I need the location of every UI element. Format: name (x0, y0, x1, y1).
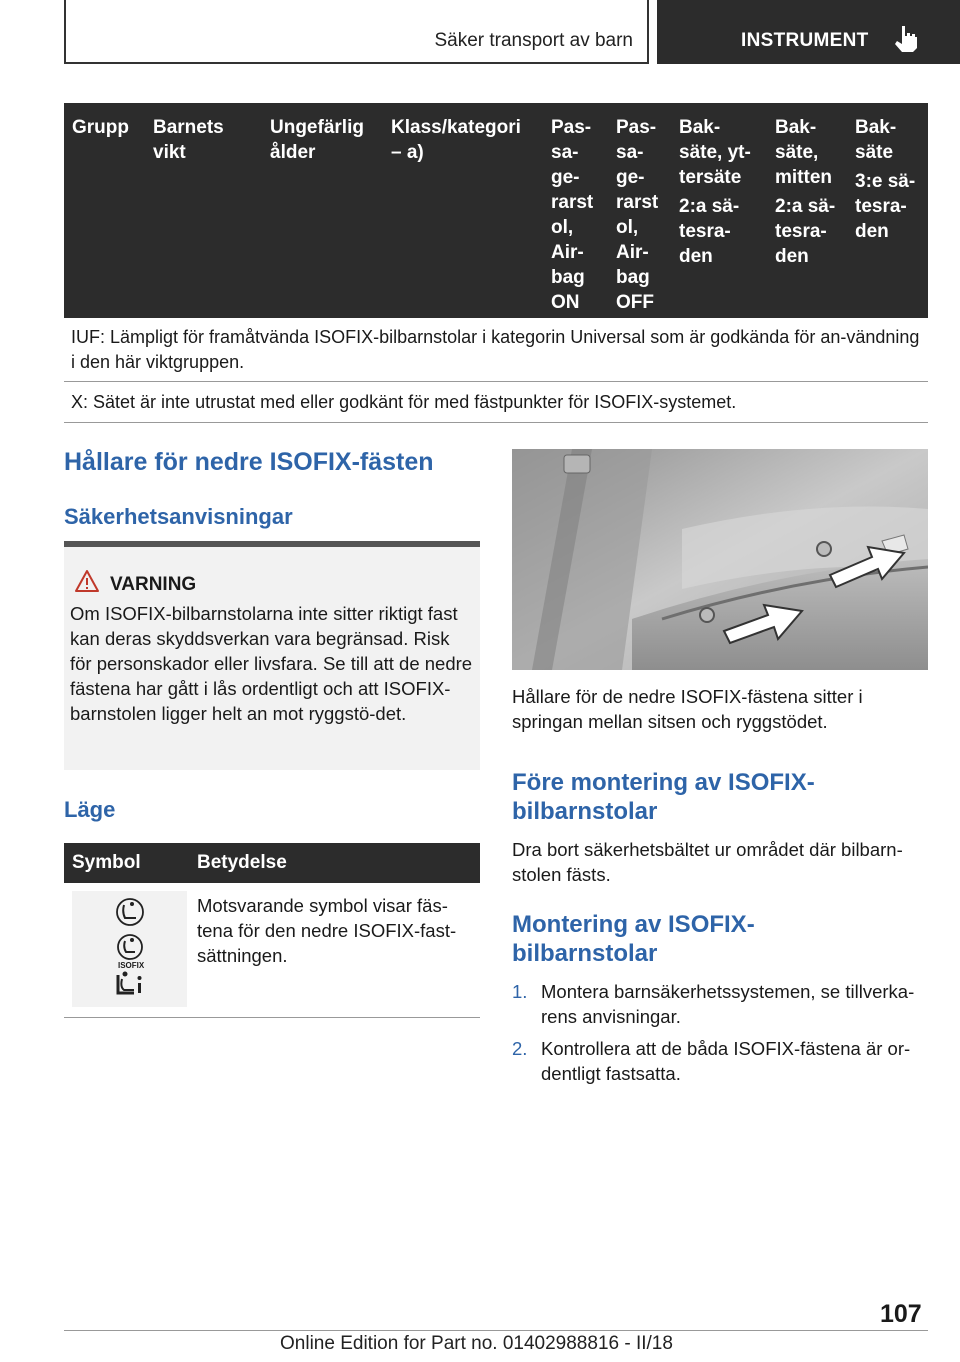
header-chapter-title: INSTRUMENT (741, 30, 869, 51)
list-item (512, 979, 928, 1029)
warning-title: VARNING (110, 574, 197, 595)
warning-box (64, 541, 480, 770)
seat-illustration (512, 449, 928, 670)
warning-triangle-icon (74, 569, 100, 593)
table-row-iuf: IUF: Lämpligt för framåtvända ISOFIX-bilbarnstolar i kategorin Universal som är godkända för an-vändning i den här viktgruppen. (64, 318, 928, 382)
th-passagerarstol-airbag-on: Pas- sa- ge- rarst ol, Air- bag ON (551, 117, 594, 313)
isofix-group-table (64, 103, 928, 423)
symbol-meaning: Motsvarande symbol visar fäs-tena för den nedre ISOFIX-fast-sättningen. (197, 895, 457, 966)
before-mounting-text: Dra bort säkerhetsbältet ur området där bilbarn-stolen fästs. (512, 839, 903, 885)
isofix-label: ISOFIX (118, 961, 145, 970)
footer-edition: Online Edition for Part no. 01402988816 - II/18 (280, 1333, 673, 1354)
header-section-box (64, 0, 649, 64)
symbol-table-row (64, 883, 480, 1018)
step-text: Montera barnsäkerhetssystemen, se tillverka-rens anvisningar. (541, 981, 915, 1027)
page-number: 107 (880, 1300, 922, 1328)
th-baksate-tredje: Bak- säte 3:e sä- tesra- den (855, 117, 916, 242)
heading-isofix-holders: Hållare för nedre ISOFIX-fästen (64, 448, 434, 476)
th-baksate-yttersate: Bak- säte, yt- tersäte 2:a sä- tesra- den (679, 117, 751, 267)
th-barnets-vikt: Barnets vikt (153, 117, 224, 163)
heading-mounting: Montering av ISOFIX-bilbarnstolar (512, 911, 755, 967)
heading-before-mounting: Före montering av ISOFIX-bilbarnstolar (512, 769, 815, 825)
list-item (512, 1036, 928, 1086)
header-chapter-box (657, 0, 960, 64)
subheading-safety: Säkerhetsanvisningar (64, 504, 293, 529)
warning-text: Om ISOFIX-bilbarnstolarna inte sitter riktigt fast kan deras skyddsverkan vara begränsad. Risk för personskador eller livsfara. Se till att de nedre fästena har gått i lås ordentligt och att ISOFIX-barnstolen ligger helt an mot ryggstö-det. (70, 603, 473, 724)
header-section-title: Säker transport av barn (434, 30, 633, 51)
step-number: 1. (512, 981, 528, 1002)
th-symbol: Symbol (72, 852, 141, 873)
step-number: 2. (512, 1038, 528, 1059)
photo-caption: Hållare för de nedre ISOFIX-fästena sitter i springan mellan sitsen och ryggstödet. (512, 686, 863, 732)
footer-divider (64, 1330, 928, 1331)
pointing-hand-icon (893, 24, 919, 52)
step-text: Kontrollera att de båda ISOFIX-fästena är or-dentligt fastsatta. (541, 1038, 911, 1084)
th-baksate-mitten: Bak- säte, mitten 2:a sä- tesra- den (775, 117, 836, 267)
th-klass-kategori: Klass/kategori – a) (391, 117, 521, 163)
isofix-symbols (72, 891, 187, 1007)
th-meaning: Betydelse (197, 852, 287, 873)
isofix-anchor-photo (512, 449, 928, 670)
subheading-position: Läge (64, 797, 116, 822)
table-header-row (64, 103, 928, 318)
th-passagerarstol-airbag-off: Pas- sa- ge- rarst ol, Air- bag OFF (616, 117, 659, 313)
table-row-x: X: Sätet är inte utrustat med eller godkänt för med fästpunkter för ISOFIX-systemet. (64, 382, 928, 423)
th-grupp: Grupp (72, 117, 129, 138)
symbol-table (64, 843, 480, 1018)
isofix-seat-icons (72, 891, 187, 1007)
symbol-table-header (64, 843, 480, 883)
th-ungefarlig-alder: Ungefärlig ålder (270, 117, 364, 163)
